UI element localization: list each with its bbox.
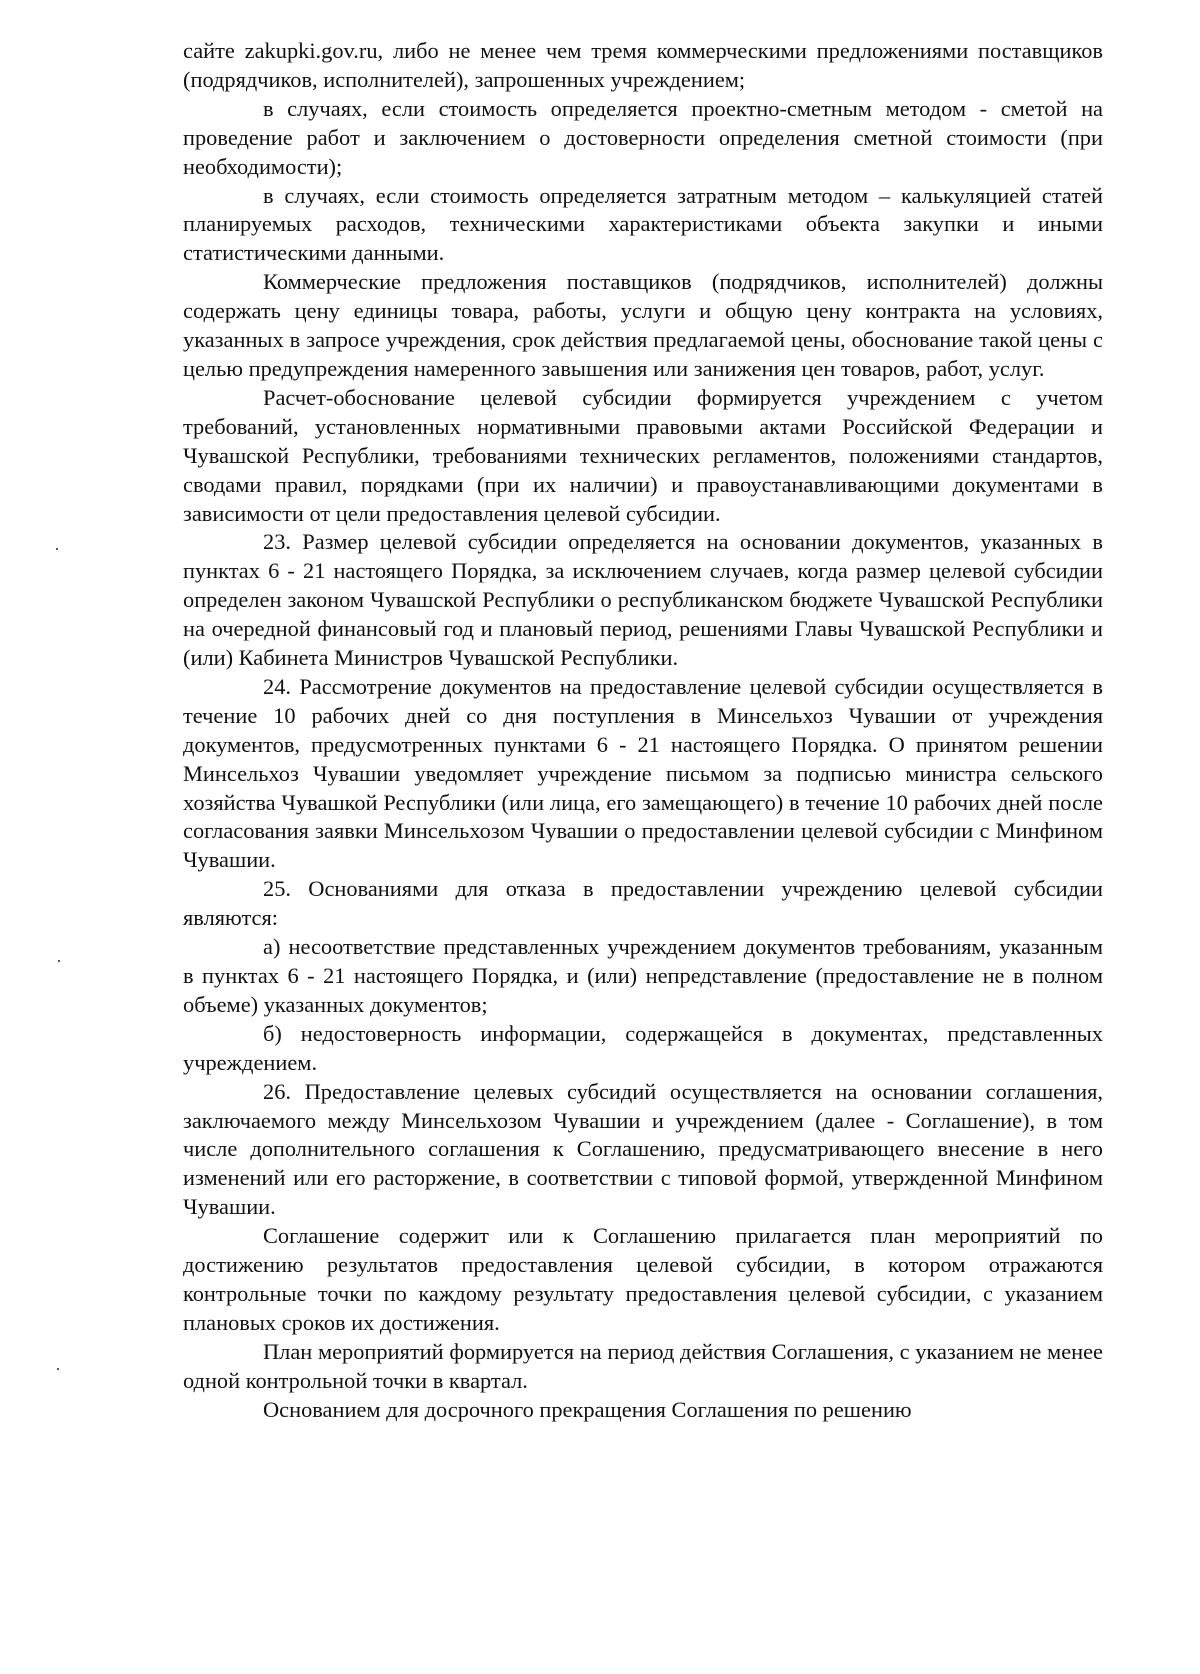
scan-speck bbox=[58, 960, 60, 962]
paragraph: План мероприятий формируется на период действия Соглашения, с указанием не менее одной контрольной точки в квартал. bbox=[183, 1338, 1103, 1393]
paragraph: в случаях, если стоимость определяется проектно-сметным методом - сметой на проведение работ и заключением о достоверности определения сметной стоимости (при необходимости); bbox=[183, 95, 1103, 179]
paragraph: б) недостоверность информации, содержащейся в документах, представленных учреждением. bbox=[183, 1020, 1103, 1075]
scan-speck bbox=[56, 548, 58, 550]
paragraph: Соглашение содержит или к Соглашению прилагается план мероприятий по достижению результатов предоставления целевой субсидии, в котором отражаются контрольные точки по каждому результату предоставления целевой субсидии, с указанием плановых сроков их достижения. bbox=[183, 1223, 1103, 1335]
paragraph: Основанием для досрочного прекращения Соглашения по решению bbox=[263, 1396, 912, 1422]
paragraph: а) несоответствие представленных учреждением документов требованиям, указанным в пунктах 6 - 21 настоящего Порядка, и (или) непредставление (предоставление не в полном объеме) указанных документов; bbox=[183, 934, 1103, 1017]
paragraph: Расчет-обоснование целевой субсидии формируется учреждением с учетом требований, установленных нормативными правовыми актами Российской Федерации и Чувашской Республики, требованиями технических регламентов, положениями стандартов, сводами правил, порядками (при их наличии) и правоустанавливающими документами в зависимости от цели предоставления целевой субсидии. bbox=[183, 384, 1103, 526]
scan-speck bbox=[57, 1368, 59, 1370]
paragraph: 26. Предоставление целевых субсидий осуществляется на основании соглашения, заключаемого между Минсельхозом Чувашии и учреждением (далее - Соглашение), в том числе дополнительного соглашения к Соглашению, предусматривающего внесение в него изменений или его расторжение, в соответствии с типовой формой, утвержденной Минфином Чувашии. bbox=[183, 1078, 1103, 1220]
paragraph: 24. Рассмотрение документов на предоставление целевой субсидии осуществляется в течение 10 рабочих дней со дня поступления в Минсельхоз Чувашии от учреждения документов, предусмотренных пунктами 6 - 21 настоящего Порядка. О принятом решении Минсельхоз Чувашии уведомляет учреждение письмом за подписью министра сельского хозяйства Чувашкой Республики (или лица, его замещающего) в течение 10 рабочих дней после согласования заявки Минсельхозом Чувашии о предоставлении целевой субсидии с Минфином Чувашии. bbox=[183, 673, 1103, 873]
paragraph: 23. Размер целевой субсидии определяется на основании документов, указанных в пунктах 6 - 21 настоящего Порядка, за исключением случаев, когда размер целевой субсидии определен законом Чувашской Республики о республиканском бюджете Чувашской Республики на очередной финансовый год и плановый период, решениями Главы Чувашской Республики и (или) Кабинета Министров Чувашской Республики. bbox=[183, 529, 1103, 671]
paragraph: сайте zakupki.gov.ru, либо не менее чем тремя коммерческими предложениями поставщиков (подрядчиков, исполнителей), запрошенных учреждением; bbox=[183, 38, 1103, 92]
document-body bbox=[183, 37, 1103, 1425]
paragraph: 25. Основаниями для отказа в предоставлении учреждению целевой субсидии являются: bbox=[183, 876, 1103, 931]
paragraph: в случаях, если стоимость определяется затратным методом – калькуляцией статей планируемых расходов, техническими характеристиками объекта закупки и иными статистическими данными. bbox=[183, 182, 1103, 266]
paragraph: Коммерческие предложения поставщиков (подрядчиков, исполнителей) должны содержать цену единицы товара, работы, услуги и общую цену контракта на условиях, указанных в запросе учреждения, срок действия предлагаемой цены, обоснование такой цены с целью предупреждения намеренного завышения или занижения цен товаров, работ, услуг. bbox=[183, 269, 1103, 381]
